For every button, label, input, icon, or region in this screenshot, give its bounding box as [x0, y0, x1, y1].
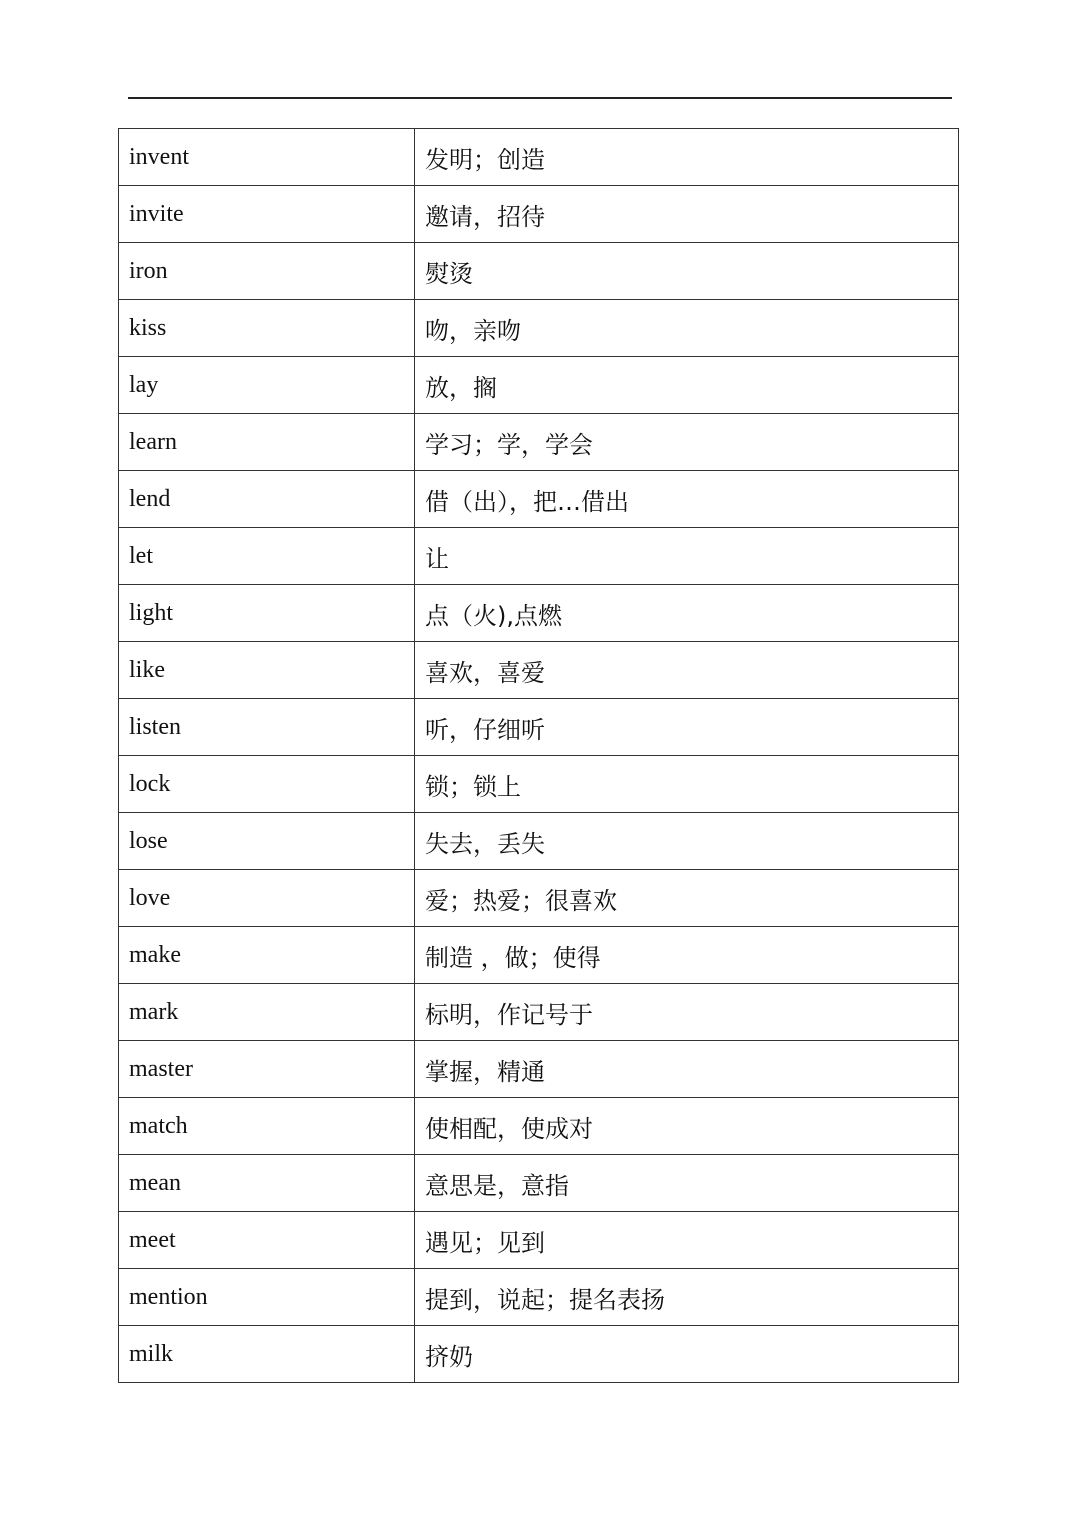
definition-cell: 失去，丢失: [415, 813, 959, 870]
vocabulary-table: [118, 128, 959, 1383]
word-cell: lay: [119, 357, 415, 414]
table-row: [119, 1212, 959, 1269]
table-row: [119, 1155, 959, 1212]
definition-cell: 遇见；见到: [415, 1212, 959, 1269]
word-cell: listen: [119, 699, 415, 756]
word-cell: learn: [119, 414, 415, 471]
definition-cell: 发明；创造: [415, 129, 959, 186]
definition-cell: 锁；锁上: [415, 756, 959, 813]
table-row: [119, 357, 959, 414]
table-row: [119, 414, 959, 471]
definition-cell: 听，仔细听: [415, 699, 959, 756]
word-cell: mark: [119, 984, 415, 1041]
definition-cell: 邀请，招待: [415, 186, 959, 243]
table-row: [119, 471, 959, 528]
word-cell: iron: [119, 243, 415, 300]
definition-cell: 掌握，精通: [415, 1041, 959, 1098]
table-row: [119, 300, 959, 357]
word-cell: like: [119, 642, 415, 699]
table-row: [119, 699, 959, 756]
definition-cell: 让: [415, 528, 959, 585]
definition-cell: 使相配，使成对: [415, 1098, 959, 1155]
word-cell: let: [119, 528, 415, 585]
table-row: [119, 1041, 959, 1098]
word-cell: make: [119, 927, 415, 984]
definition-cell: 学习；学，学会: [415, 414, 959, 471]
table-row: [119, 984, 959, 1041]
word-cell: love: [119, 870, 415, 927]
word-cell: mean: [119, 1155, 415, 1212]
word-cell: lose: [119, 813, 415, 870]
word-cell: lend: [119, 471, 415, 528]
word-cell: mention: [119, 1269, 415, 1326]
header-rule: [128, 97, 952, 99]
definition-cell: 提到，说起；提名表扬: [415, 1269, 959, 1326]
table-row: [119, 186, 959, 243]
table-row: [119, 642, 959, 699]
word-cell: invent: [119, 129, 415, 186]
definition-cell: 吻，亲吻: [415, 300, 959, 357]
table-row: [119, 927, 959, 984]
word-cell: milk: [119, 1326, 415, 1383]
table-row: [119, 585, 959, 642]
table-row: [119, 129, 959, 186]
definition-cell: 标明，作记号于: [415, 984, 959, 1041]
definition-cell: 爱；热爱；很喜欢: [415, 870, 959, 927]
word-cell: match: [119, 1098, 415, 1155]
definition-cell: 意思是，意指: [415, 1155, 959, 1212]
word-cell: kiss: [119, 300, 415, 357]
vocabulary-table-body: [119, 129, 959, 1383]
word-cell: master: [119, 1041, 415, 1098]
word-cell: light: [119, 585, 415, 642]
table-row: [119, 813, 959, 870]
definition-cell: 制造 ，做；使得: [415, 927, 959, 984]
table-row: [119, 870, 959, 927]
table-row: [119, 756, 959, 813]
definition-cell: 借（出），把…借出: [415, 471, 959, 528]
table-row: [119, 528, 959, 585]
definition-cell: 熨烫: [415, 243, 959, 300]
table-row: [119, 1269, 959, 1326]
table-row: [119, 1326, 959, 1383]
table-row: [119, 243, 959, 300]
word-cell: lock: [119, 756, 415, 813]
definition-cell: 喜欢，喜爱: [415, 642, 959, 699]
definition-cell: 点（火),点燃: [415, 585, 959, 642]
table-row: [119, 1098, 959, 1155]
word-cell: invite: [119, 186, 415, 243]
word-cell: meet: [119, 1212, 415, 1269]
definition-cell: 挤奶: [415, 1326, 959, 1383]
definition-cell: 放，搁: [415, 357, 959, 414]
